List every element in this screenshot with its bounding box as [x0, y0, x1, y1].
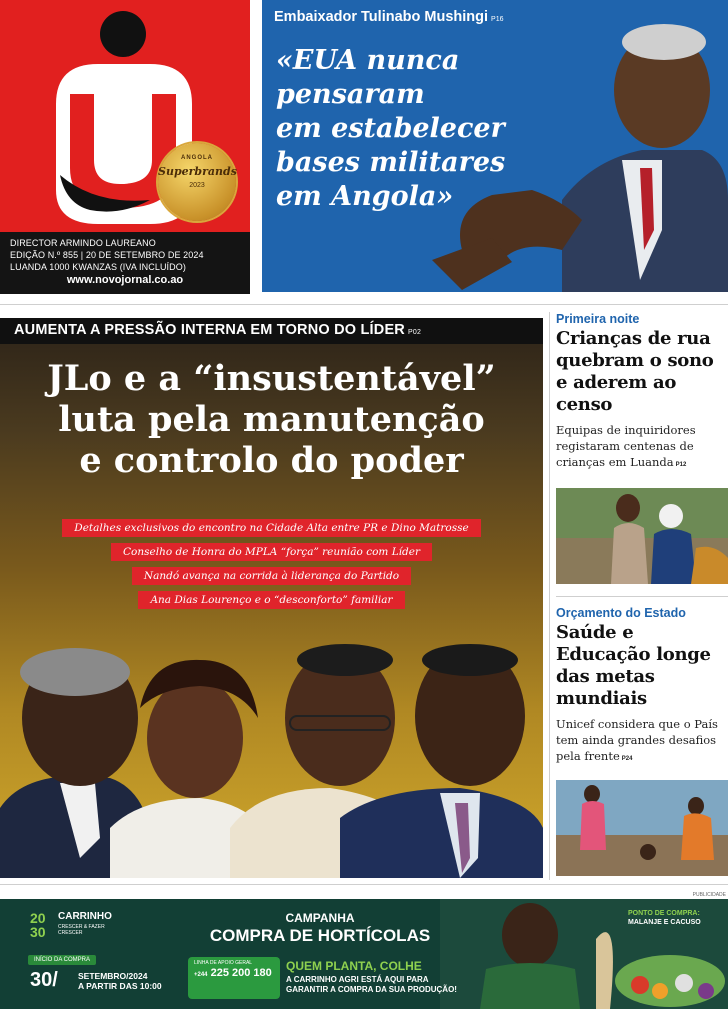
bullet-item[interactable]: Detalhes exclusivos do encontro na Cidade Alta entre PR e Dino Matrosse [62, 519, 480, 537]
children-census-photo [556, 488, 728, 584]
support-phone[interactable]: LINHA DE APOIO GERAL +244 225 200 180 [188, 957, 280, 999]
bullet-item[interactable]: Conselho de Honra do MPLA “força” reunião com Líder [111, 543, 432, 561]
masthead-info [0, 232, 250, 294]
start-date: SETEMBRO/2024 A PARTIR DAS 10:00 [78, 971, 162, 991]
main-story[interactable] [0, 318, 543, 878]
carrinho-advert[interactable] [0, 899, 728, 1009]
ad-slogan: QUEM PLANTA, COLHE [286, 959, 422, 973]
website-link[interactable]: www.novojornal.co.ao [66, 274, 184, 286]
ad-slogan-sub: A CARRINHO AGRI ESTÁ AQUI PARA GARANTIR A COMPRA DA SUA PRODUÇÃO! [286, 975, 457, 994]
campaign-subtitle: COMPRA DE HORTÍCOLAS [209, 926, 431, 945]
sidebar-headline[interactable]: Saúde e Educação longe das metas mundiais [556, 622, 711, 709]
anniversary-years: 20 30 [30, 910, 46, 940]
politicians-photo [0, 638, 543, 878]
edition-line: EDIÇÃO N.º 855 | 20 DE SETEMBRO DE 2024 [10, 250, 204, 260]
sidebar-tag: Orçamento do Estado [556, 606, 686, 620]
bullet-item[interactable]: Ana Dias Lourenço e o “desconforto” familiar [138, 591, 404, 609]
sidebar-tag: Primeira noite [556, 312, 640, 326]
sidebar-subhead: Unicef considera que o País tem ainda grandes desafios pela frente P24 [556, 717, 718, 763]
brand-tagline: CRESCER & FAZER CRESCER [58, 924, 105, 936]
top-story[interactable] [262, 0, 728, 292]
director-line: DIRECTOR ARMINDO LAUREANO [10, 238, 156, 248]
ad-label: PUBLICIDADE [692, 892, 726, 898]
price-line: LUANDA 1000 KWANZAS (IVA INCLUÍDO) [10, 262, 186, 272]
masthead-logo[interactable] [0, 0, 250, 232]
divider [556, 596, 728, 597]
page-ref: P16 [491, 16, 504, 23]
main-story-kicker: AUMENTA A PRESSÃO INTERNA EM TORNO DO LÍDER P02 [0, 318, 543, 344]
column-divider [549, 312, 550, 880]
divider [0, 304, 728, 305]
sidebar-story-2[interactable] [556, 606, 728, 767]
purchase-points: PONTO DE COMPRA: MALANJE E CACUSO [628, 910, 701, 926]
top-story-kicker: Embaixador Tulinabo Mushingi P16 [274, 9, 504, 25]
sidebar-subhead: Equipas de inquiridores registaram centenas de crianças em Luanda P12 [556, 423, 696, 469]
page-ref: P12 [675, 462, 687, 468]
divider [0, 884, 728, 885]
bullet-item[interactable]: Nandó avança na corrida à liderança do Partido [132, 567, 411, 585]
sidebar-story-1[interactable] [556, 312, 728, 473]
start-day: 30/ [30, 969, 58, 991]
main-story-headline[interactable]: JLo e a “insustentável” luta pela manutenção e controlo do poder [47, 358, 496, 481]
children-beach-photo [556, 780, 728, 876]
page-ref: P02 [407, 329, 422, 336]
superbrands-badge: ANGOLA Superbrands 2023 [158, 143, 236, 221]
sidebar-headline[interactable]: Crianças de rua quebram o sono e aderem ao censo [556, 328, 714, 415]
start-label: INÍCIO DA COMPRA [28, 955, 96, 965]
carrinho-logo: CARRINHO [58, 911, 112, 922]
page-ref: P24 [621, 756, 633, 762]
top-story-headline[interactable]: «EUA nunca pensaram em estabelecer bases militares em Angola» [276, 45, 506, 212]
main-story-bullets [0, 518, 543, 614]
campaign-title: CAMPANHA [285, 911, 355, 925]
